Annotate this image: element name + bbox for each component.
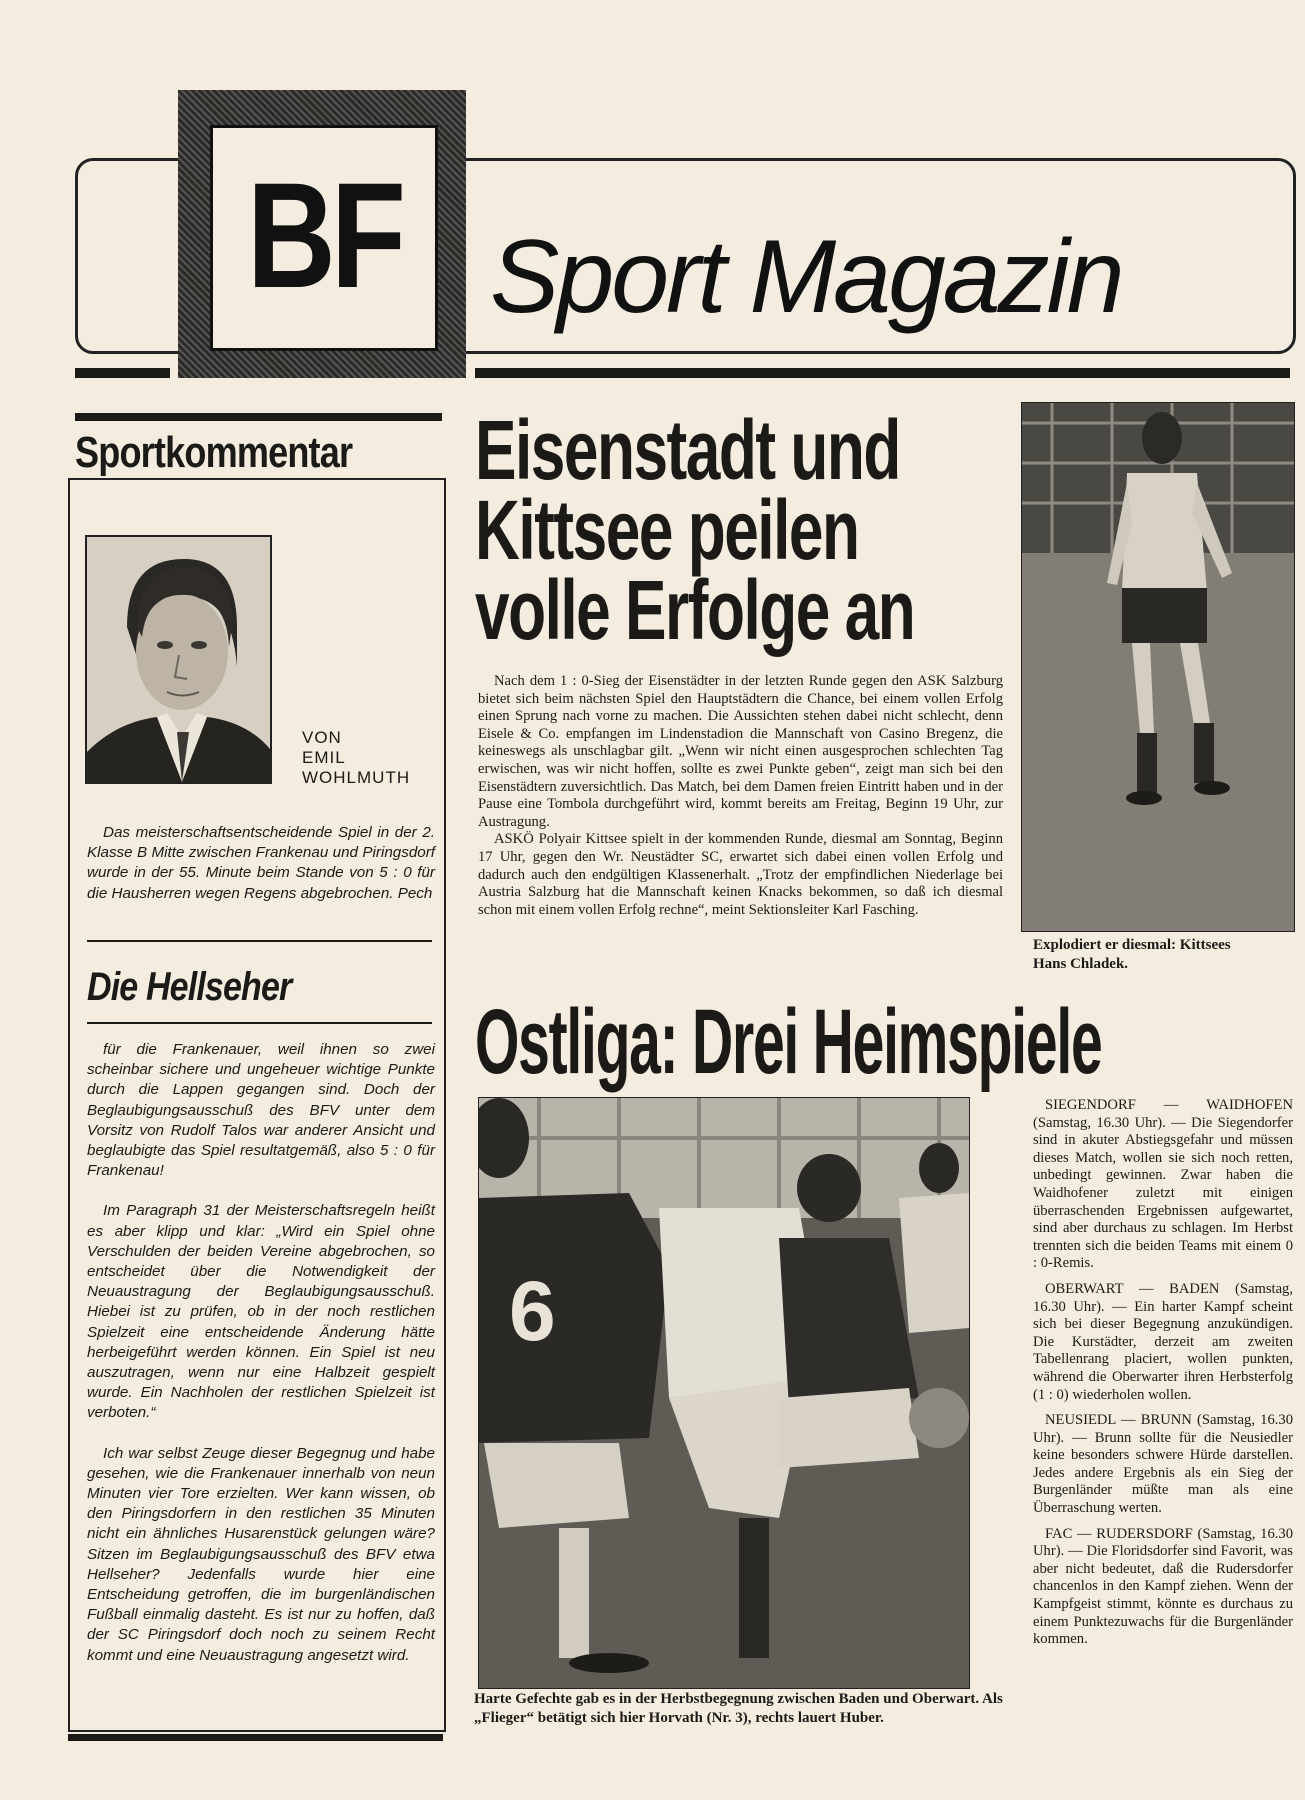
column-paragraph-1: für die Frankenauer, weil ihnen so zwei scheinbar sichere und ungeheuer wichtige Punkte durch die Lappen gegangen sind. Doch der Beglaubigungsausschuß des BFV unter dem Vorsitz von Rudolf Talos war anderer Ansicht und beglaubigte das Spiel resultatgemäß, also 5 : 0 für Frankenau!	[87, 1041, 435, 1180]
magazine-title: Sport Magazin	[490, 219, 1122, 335]
column-intro	[87, 823, 435, 924]
player-photo-caption	[1033, 936, 1231, 974]
match-preview-4: FAC — RUDERSDORF (Samstag, 16.30 Uhr). — Die Floridsdorfer sind Favorit, was aber nicht bedeutet, daß die Rudersdorfer chancenlos in den Kampf ziehen. Wenn der Kampfgeist stimmt, könnte es durchaus zu einem Punktezuwachs für die Burgenländer kommen.	[1033, 1525, 1293, 1648]
match-preview-3: NEUSIEDL — BRUNN (Samstag, 16.30 Uhr). — Brunn sollte für die Neusiedler keine besonders schwere Hürde darstellen. Jedes andere Ergebnis als ein Sieg der Burgenländer müßte man als eine Überraschung werten.	[1033, 1412, 1293, 1517]
match-photo-caption: Harte Gefechte gab es in der Herbstbegegnung zwischen Baden und Oberwart. Als „Flieger“ betätigt sich hier Horvath (Nr. 3), rechts lauert Huber.	[474, 1691, 1003, 1726]
byline-von: VON	[302, 728, 342, 747]
lead-headline-line-3: volle Erfolge an	[475, 563, 915, 657]
byline-first-name: EMIL	[302, 748, 346, 767]
match-previews	[1033, 1097, 1293, 1657]
lead-headline-line-1: Eisenstadt und	[475, 403, 900, 497]
jersey-number: 6	[509, 1264, 556, 1358]
second-headline: Ostliga: Drei Heimspiele	[475, 991, 1102, 1093]
match-photo-image	[479, 1098, 969, 1688]
portrait-image	[87, 537, 270, 782]
player-photo	[1021, 402, 1295, 932]
byline	[302, 728, 410, 788]
match-preview-2: OBERWART — BADEN (Samstag, 16.30 Uhr). — Ein harter Kampf scheint sich bei dieser Begegnung anzukündigen. Die Kurstädter, derzeit am zweiten Tabellenrang placiert, wollen punkten, während die Oberwarter ihren Herbsterfolg (1 : 0) wiederholen wollen.	[1033, 1280, 1293, 1403]
column-headline: Die Hellseher	[87, 965, 292, 1009]
lead-headline	[475, 403, 915, 657]
divider-column	[75, 413, 442, 421]
column-paragraph-2: Im Paragraph 31 der Meisterschaftsregeln heißt es aber klipp und klar: „Wird ein Spiel ohne Verschulden der beiden Vereine abgebrochen, so entscheidet über die Notwendigkeit der Neuaustragung der Beglaubigungsausschuß. Hiebei ist zu prüfen, ob in der noch restlichen Spielzeit eine entscheidende Änderung hätte herbeigeführt werden können. Ein Spiel ist neu auszutragen, wenn nur eine Halbzeit gespielt wurde. Ein Nachholen der restlichen Spielzeit ist verboten.“	[87, 1202, 435, 1422]
divider-right	[475, 368, 1290, 378]
lead-paragraph-2: ASKÖ Polyair Kittsee spielt in der kommenden Runde, diesmal am Sonntag, Beginn 17 Uhr, gegen den Wr. Neustädter SC, erwartet sich dabei einen vollen Erfolg und dadurch auch den endgültigen Klassenerhalt. „Trotz der empfindlichen Niederlage bei Austria Salzburg hat die Mannschaft keinen Knacks bekommen, so daß ich diesmal schon mit einem vollen Erfolg rechne“, meint Sektionsleiter Karl Fasching.	[478, 831, 1003, 918]
player-caption-line-1: Explodiert er diesmal: Kittsees	[1033, 937, 1231, 953]
lead-body	[478, 673, 1003, 919]
column-kicker: Sportkommentar	[75, 428, 353, 477]
divider-left	[75, 368, 170, 378]
column-divider-2	[87, 1022, 432, 1024]
column-body	[87, 1040, 435, 1686]
player-caption-line-2: Hans Chladek.	[1033, 956, 1129, 972]
logo: BF	[246, 150, 402, 319]
column-bottom-rule	[68, 1734, 443, 1741]
column-divider-1	[87, 940, 432, 942]
author-portrait	[85, 535, 272, 784]
lead-headline-line-2: Kittsee peilen	[475, 483, 859, 577]
player-photo-image	[1022, 403, 1294, 931]
match-photo	[478, 1097, 970, 1689]
lead-paragraph-1: Nach dem 1 : 0-Sieg der Eisenstädter in der letzten Runde gegen den ASK Salzburg bietet sich beim nächsten Spiel den Hauptstädtern die Chance, bei einem vollen Erfolg einen Sprung nach vorne zu machen. Die Aussichten stehen dabei nicht schlecht, denn Eisele & Co. empfangen im Lindenstadion die Mannschaft von Casino Bregenz, die keineswegs als unschlagbar gilt. „Wenn wir nicht einen ausgesprochen schlechten Tag erwischen, was wir nicht hoffen, sollte es zwei Punkte geben“, zeigt man sich bei den Eisenstädtern zuversichtlich. Das Match, bei dem Damen freien Eintritt haben und in der Pause eine Tombola durchgeführt wird, kommt bereits am Freitag, Beginn 19 Uhr, zur Austragung.	[478, 673, 1003, 830]
column-paragraph-3: Ich war selbst Zeuge dieser Begegnug und habe gesehen, wie die Frankenauer innerhalb von neun Minuten vier Tore erzielten. Wer kann wissen, ob den Piringsdorfern in den restlichen 35 Minuten nicht ein ähnliches Husarenstück gelungen wäre? Sitzen im Beglaubigungsausschuß des BFV etwa Hellseher? Jedenfalls wurde hier eine Entscheidung getroffen, die im burgenländischen Fußball einmalig dasteht. Es ist nur zu hoffen, daß der SC Piringsdorf doch noch zu seinem Recht kommt und eine Neuaustragung angesetzt wird.	[87, 1444, 435, 1664]
byline-last-name: WOHLMUTH	[302, 768, 411, 787]
column-intro-text: Das meisterschaftsentscheidende Spiel in der 2. Klasse B Mitte zwischen Frankenau und Piringsdorf wurde in der 55. Minute beim Stande von 5 : 0 für die Hausherren wegen Regens abgebrochen. Pech	[87, 824, 435, 902]
match-preview-1: SIEGENDORF — WAIDHOFEN (Samstag, 16.30 Uhr). — Die Siegendorfer sind in akuter Abstiegsgefahr und müssen dieses Match, wollen sie sich noch retten, unbedingt gewinnen. Zwar haben die Waidhofener zuletzt mit einigen überraschenden Ergebnissen aufgewartet, sind aber durchaus zu schlagen. Im Herbst trennten sich die beiden Teams mit einem 0 : 0-Remis.	[1033, 1097, 1293, 1272]
